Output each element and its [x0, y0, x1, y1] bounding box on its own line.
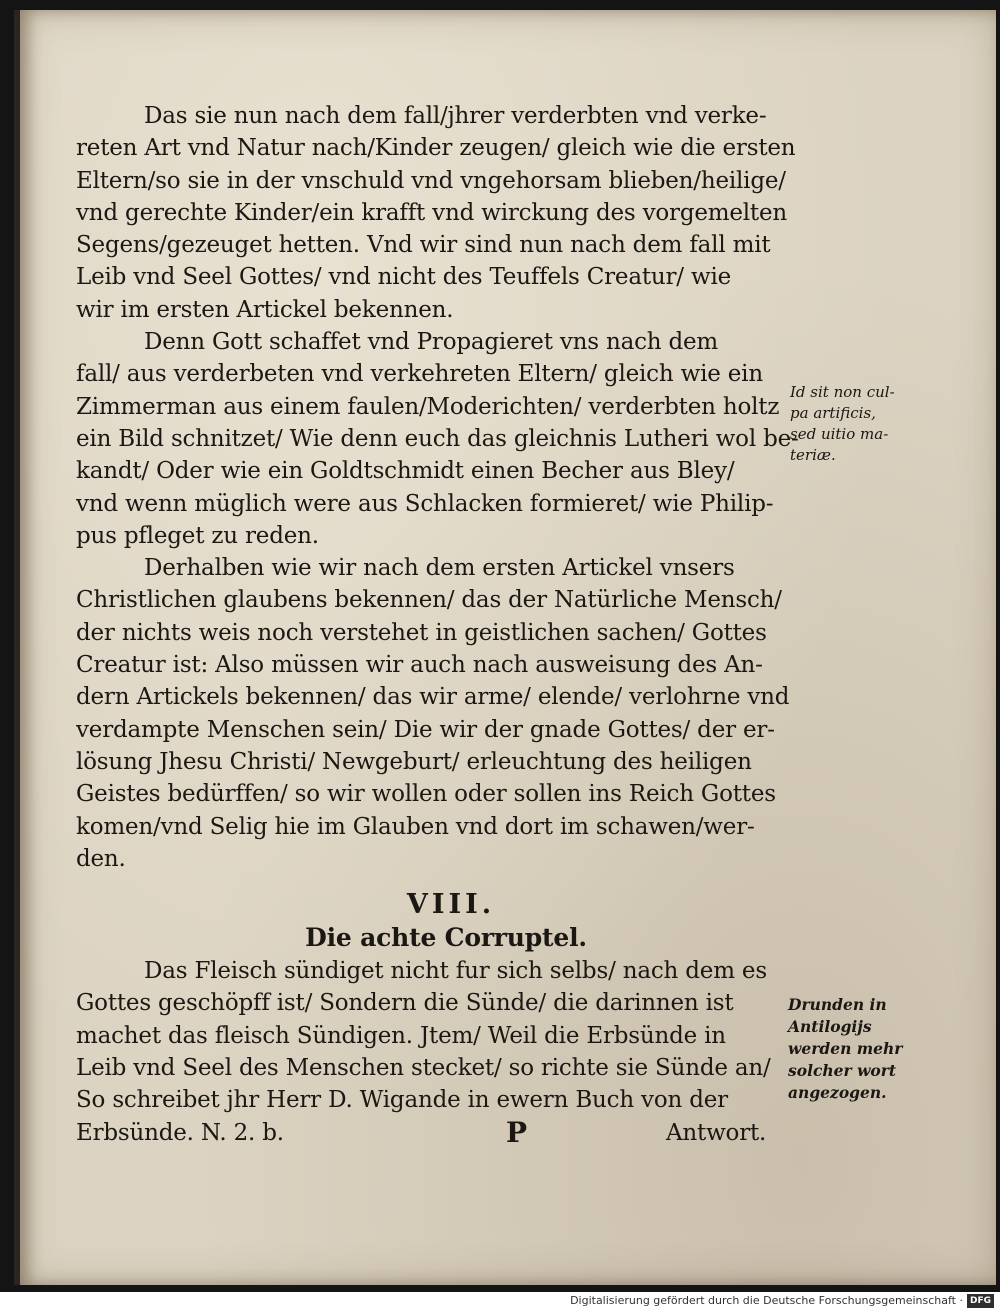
footer-bar — [0, 1292, 1000, 1310]
text-line: der nichts weis noch verstehet in geistlichen sachen/ Gottes — [76, 619, 767, 646]
book-page — [14, 10, 996, 1285]
text-line: Das Fleisch sündiget nicht fur sich selbs/ nach dem es — [144, 958, 767, 985]
text-line: Das sie nun nach dem fall/jhrer verderbten vnd verke- — [144, 103, 767, 129]
text-line: vnd gerechte Kinder/ein krafft vnd wirckung des vorgemelten — [76, 199, 788, 226]
text-line: kandt/ Oder wie ein Goldtschmidt einen Becher aus Bley/ — [76, 458, 735, 485]
text-line: pus pfleget zu reden. — [76, 522, 319, 549]
last-line-text: Erbsünde. N. 2. b. — [76, 1119, 284, 1146]
text-line: Segens/gezeuget hetten. Vnd wir sind nun nach dem fall mit — [76, 232, 771, 259]
margin-note-line: werden mehr — [788, 1039, 903, 1058]
text-line: machet das fleisch Sündigen. Jtem/ Weil die Erbsünde in — [76, 1022, 726, 1049]
text-line: Eltern/so sie in der vnschuld vnd vngehorsam blieben/heilige/ — [76, 167, 786, 194]
margin-note-line: pa artificis, — [790, 404, 876, 422]
text-line: Denn Gott schaffet vnd Propagieret vns nach dem — [144, 329, 719, 356]
text-line: verdampte Menschen sein/ Die wir der gnade Gottes/ der er- — [76, 716, 775, 743]
text-line: Leib vnd Seel Gottes/ vnd nicht des Teuffels Creatur/ wie — [76, 264, 732, 291]
body-text — [76, 100, 799, 1149]
text-line: Christlichen glaubens bekennen/ das der Natürliche Mensch/ — [76, 587, 782, 614]
margin-note-line: solcher wort — [788, 1061, 897, 1080]
signature-mark: P — [506, 1115, 527, 1149]
margin-note-antilogijs — [788, 994, 902, 1104]
text-line: wir im ersten Artickel bekennen. — [76, 296, 454, 323]
margin-note-line: teriæ. — [790, 446, 836, 464]
text-line: So schreibet jhr Herr D. Wigande in ewern Buch von der — [76, 1087, 728, 1114]
section-title: Die achte Corruptel. — [305, 923, 587, 953]
spacer — [76, 875, 796, 887]
catchword: Antwort. — [666, 1119, 767, 1146]
text-line: komen/vnd Selig hie im Glauben vnd dort im schawen/wer- — [76, 813, 755, 840]
dfg-logo: DFG — [967, 1294, 994, 1308]
text-line: vnd wenn müglich were aus Schlacken formieret/ wie Philip- — [76, 490, 774, 517]
text-line: reten Art vnd Natur nach/Kinder zeugen/ gleich wie die ersten — [76, 135, 796, 162]
last-line — [76, 1117, 796, 1149]
text-line: Gottes geschöpff ist/ Sondern die Sünde/ die darinnen ist — [76, 990, 734, 1017]
margin-note-line: Drunden in — [788, 995, 887, 1014]
text-line: Geistes bedürffen/ so wir wollen oder sollen ins Reich Gottes — [76, 781, 776, 808]
text-line: dern Artickels bekennen/ das wir arme/ elende/ verlohrne vnd — [76, 684, 790, 711]
footer-credit: Digitalisierung gefördert durch die Deutsche Forschungsgemeinschaft · — [570, 1294, 963, 1307]
text-line: Creatur ist: Also müssen wir auch nach ausweisung des An- — [76, 652, 763, 679]
text-line: den. — [76, 845, 126, 872]
text-line: Derhalben wie wir nach dem ersten Artickel vnsers — [144, 555, 735, 582]
text-line: Leib vnd Seel des Menschen stecket/ so richte sie Sünde an/ — [76, 1055, 771, 1082]
margin-note-line: Antilogijs — [788, 1017, 872, 1036]
margin-note-line: Id sit non cul- — [790, 383, 895, 401]
section-number: VIII. — [406, 889, 496, 921]
text-line: ein Bild schnitzet/ Wie denn euch das gleichnis Lutheri wol be- — [76, 425, 799, 452]
margin-note-line: angezogen. — [788, 1083, 887, 1102]
text-line: lösung Jhesu Christi/ Newgeburt/ erleuchtung des heiligen — [76, 748, 752, 775]
margin-note-latin — [790, 382, 895, 466]
text-line: Zimmerman aus einem faulen/Moderichten/ verderbten holtz — [76, 393, 780, 420]
text-line: fall/ aus verderbeten vnd verkehreten Eltern/ gleich wie ein — [76, 361, 763, 388]
margin-note-line: sed uitio ma- — [790, 425, 889, 443]
